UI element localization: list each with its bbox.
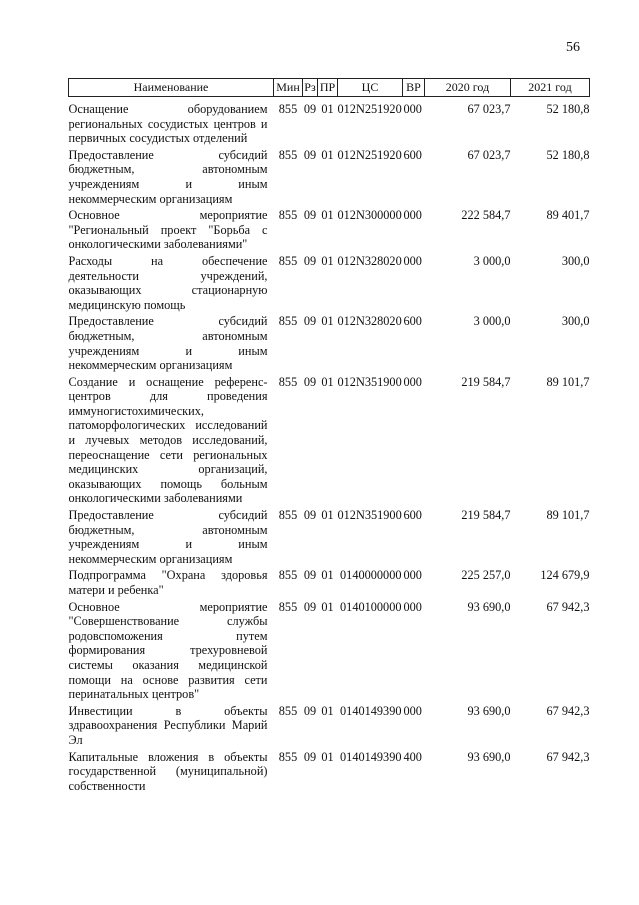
cell-cs: 0140149390	[340, 749, 402, 764]
cell-y2021: 89 101,7	[546, 508, 590, 523]
cell-rz: 09	[303, 568, 317, 583]
cell-min: 855	[278, 314, 298, 329]
cell-y2020: 67 023,7	[467, 147, 511, 162]
table-row	[69, 314, 590, 374]
cell-vr: 600	[403, 147, 422, 162]
cell-vr: 000	[403, 703, 422, 718]
cell-y2020: 93 690,0	[467, 749, 511, 764]
cell-vr: 000	[403, 102, 422, 116]
cell-vr: 000	[403, 568, 422, 583]
table-row	[69, 208, 590, 254]
cell-min: 855	[278, 508, 298, 523]
cell-y2021: 67 942,3	[546, 703, 590, 718]
cell-pr: 01	[321, 102, 334, 116]
table-row	[69, 600, 590, 704]
cell-y2020: 219 584,7	[461, 508, 511, 523]
cell-y2020: 93 690,0	[467, 703, 511, 718]
cell-min: 855	[278, 374, 298, 389]
cell-name: Основное мероприятие "Совершенствование службы родовспоможения путем формирования трехуровневой системы оказания медицинской помощи на основе развития сети перинатальных центров"	[68, 599, 268, 702]
cell-vr: 600	[403, 508, 422, 523]
cell-min: 855	[278, 208, 298, 223]
cell-cs: 012N351900	[337, 508, 402, 523]
table-row	[69, 97, 590, 148]
cell-pr: 01	[321, 508, 334, 523]
cell-rz: 09	[303, 102, 317, 116]
cell-y2020: 219 584,7	[461, 374, 511, 389]
cell-cs: 012N328020	[337, 253, 402, 268]
cell-min: 855	[278, 749, 298, 764]
cell-rz: 09	[303, 749, 317, 764]
cell-min: 855	[278, 253, 298, 268]
page-number: 56	[566, 40, 580, 55]
cell-y2021: 300,0	[561, 253, 590, 268]
cell-vr: 400	[403, 749, 422, 764]
cell-min: 855	[278, 147, 298, 162]
cell-name: Подпрограмма "Охрана здоровья матери и ребенка"	[68, 568, 268, 597]
cell-cs: 0140100000	[340, 599, 402, 614]
cell-rz: 09	[303, 508, 317, 523]
cell-pr: 01	[321, 208, 334, 223]
cell-y2021: 89 101,7	[546, 374, 590, 389]
cell-rz: 09	[303, 253, 317, 268]
cell-name: Расходы на обеспечение деятельности учреждений, оказывающих стационарную медицинскую помощь	[68, 253, 268, 312]
cell-rz: 09	[303, 374, 317, 389]
cell-cs: 0140149390	[340, 703, 402, 718]
cell-pr: 01	[321, 749, 334, 764]
cell-y2021: 52 180,8	[546, 147, 590, 162]
cell-y2021: 124 679,9	[540, 568, 590, 583]
cell-rz: 09	[303, 314, 317, 329]
cell-cs: 012N328020	[337, 314, 402, 329]
cell-cs: 012N300000	[337, 208, 402, 223]
header-2020: 2020 год	[425, 79, 511, 97]
cell-pr: 01	[321, 253, 334, 268]
cell-pr: 01	[321, 147, 334, 162]
cell-y2021: 300,0	[561, 314, 590, 329]
table-row	[69, 750, 590, 796]
table-row	[69, 568, 590, 599]
table-row	[69, 254, 590, 314]
cell-pr: 01	[321, 568, 334, 583]
cell-y2020: 222 584,7	[461, 208, 511, 223]
cell-y2021: 67 942,3	[546, 749, 590, 764]
cell-y2020: 93 690,0	[467, 599, 511, 614]
cell-cs: 012N251920	[337, 147, 402, 162]
cell-pr: 01	[321, 599, 334, 614]
cell-pr: 01	[321, 703, 334, 718]
cell-vr: 000	[403, 374, 422, 389]
cell-y2021: 89 401,7	[546, 208, 590, 223]
cell-y2020: 225 257,0	[461, 568, 511, 583]
cell-min: 855	[278, 599, 298, 614]
cell-name: Предоставление субсидий бюджетным, автономным учреждениям и иным некоммерческим организациям	[68, 147, 268, 206]
cell-y2020: 67 023,7	[467, 102, 511, 116]
table-row	[69, 375, 590, 508]
header-cs: ЦС	[338, 79, 403, 97]
header-2021: 2021 год	[511, 79, 590, 97]
table-header	[69, 79, 590, 97]
cell-pr: 01	[321, 314, 334, 329]
cell-vr: 600	[403, 314, 422, 329]
cell-y2021: 52 180,8	[546, 102, 590, 116]
cell-name: Капитальные вложения в объекты государственной (муниципальной) собственности	[68, 749, 268, 793]
table-row	[69, 704, 590, 750]
cell-name: Предоставление субсидий бюджетным, автономным учреждениям и иным некоммерческим организациям	[68, 314, 268, 373]
cell-name: Предоставление субсидий бюджетным, автономным учреждениям и иным некоммерческим организациям	[68, 508, 268, 566]
cell-rz: 09	[303, 599, 317, 614]
cell-vr: 000	[403, 253, 422, 268]
budget-table	[68, 78, 590, 795]
cell-min: 855	[278, 703, 298, 718]
cell-min: 855	[278, 102, 298, 116]
cell-rz: 09	[303, 147, 317, 162]
header-rz: Рз	[303, 79, 318, 97]
cell-rz: 09	[303, 703, 317, 718]
cell-rz: 09	[303, 208, 317, 223]
cell-cs: 012N351900	[337, 374, 402, 389]
header-min: Мин	[274, 79, 303, 97]
header-pr: ПР	[318, 79, 338, 97]
table-row	[69, 508, 590, 568]
cell-name: Основное мероприятие "Региональный проект "Борьба с онкологическими заболеваниями"	[68, 208, 268, 252]
cell-min: 855	[278, 568, 298, 583]
cell-vr: 000	[403, 208, 422, 223]
table-row	[69, 148, 590, 208]
cell-cs: 012N251920	[337, 102, 402, 116]
cell-y2021: 67 942,3	[546, 599, 590, 614]
cell-y2020: 3 000,0	[473, 253, 511, 268]
header-vr: ВР	[403, 79, 425, 97]
header-name: Наименование	[69, 79, 274, 97]
cell-y2020: 3 000,0	[473, 314, 511, 329]
cell-name: Оснащение оборудованием региональных сосудистых центров и первичных сосудистых отделений	[68, 102, 268, 146]
cell-cs: 0140000000	[340, 568, 402, 583]
table-body	[69, 97, 590, 796]
cell-name: Создание и оснащение референс-центров для проведения иммуногистохимических, патоморфологических исследований и лучевых методов исследований, переоснащение сети региональных медицинских организаций, оказывающих помощь больным онкологическими заболеваниями	[68, 374, 268, 506]
cell-vr: 000	[403, 599, 422, 614]
cell-pr: 01	[321, 374, 334, 389]
cell-name: Инвестиции в объекты здравоохранения Республики Марий Эл	[68, 703, 268, 747]
